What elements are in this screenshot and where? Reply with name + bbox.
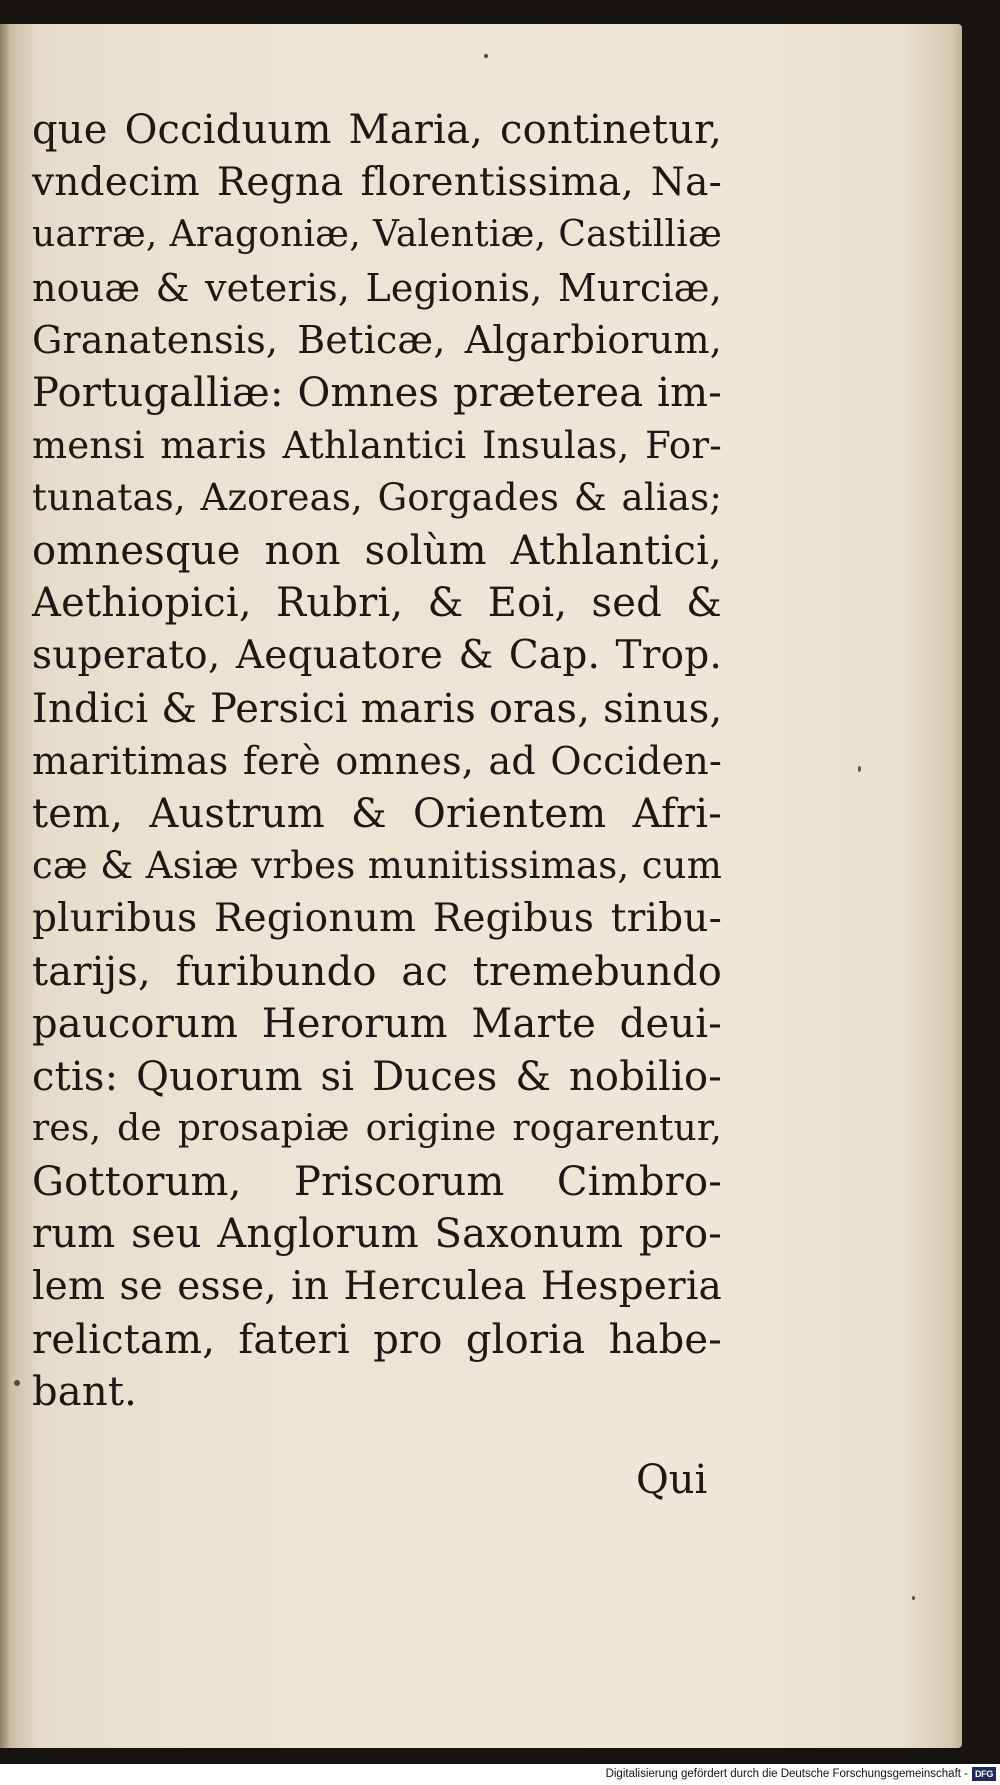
- text-line: omnesque non solùm Athlantici,: [32, 527, 722, 574]
- text-line: tarijs, furibundo ac tremebundo: [32, 948, 722, 995]
- book-page: [0, 24, 962, 1748]
- text-line: cæ & Asiæ vrbes munitissimas, cum: [32, 844, 722, 888]
- text-line: pluribus Regionum Regibus tribu-: [32, 895, 722, 941]
- text-line: uarræ, Aragoniæ, Valentiæ, Castilliæ: [32, 214, 722, 256]
- text-line: Indici & Persici maris oras, sinus,: [32, 685, 723, 732]
- body-text: [32, 104, 722, 1419]
- text-line: nouæ & veteris, Legionis, Murciæ,: [32, 265, 722, 310]
- ink-speck: [912, 1596, 915, 1600]
- ink-speck: [14, 1380, 20, 1386]
- text-line: rum seu Anglorum Saxonum pro-: [32, 1211, 722, 1258]
- text-line: bant.: [32, 1369, 138, 1416]
- text-line: Aethiopici, Rubri, & Eoi, sed &: [32, 580, 722, 627]
- text-line: ctis: Quorum si Duces & nobilio-: [32, 1053, 722, 1100]
- text-line: que Occiduum Maria, continetur,: [32, 107, 722, 153]
- text-line: paucorum Herorum Marte deui-: [32, 1001, 722, 1048]
- text-line: lem se esse, in Herculea Hesperia: [32, 1264, 722, 1310]
- ink-speck: [858, 766, 861, 772]
- text-line: maritimas ferè omnes, ad Occiden-: [32, 739, 722, 784]
- catchword: Qui: [636, 1457, 708, 1503]
- digitization-credit: Digitalisierung gefördert durch die Deutsche Forschungsgemeinschaft -: [605, 1768, 968, 1780]
- text-line: Gottorum, Priscorum Cimbro-: [32, 1158, 722, 1205]
- text-line: vndecim Regna florentissima, Na-: [32, 159, 722, 205]
- text-line: res, de prosapiæ origine rogarentur,: [32, 1108, 722, 1150]
- text-line: relictam, fateri pro gloria habe-: [32, 1316, 722, 1363]
- text-line: Granatensis, Beticæ, Algarbiorum,: [32, 318, 722, 363]
- ink-speck: [484, 54, 488, 58]
- text-line: mensi maris Athlantici Insulas, For-: [32, 423, 722, 467]
- page-gutter-shadow: [0, 24, 10, 1748]
- text-line: Portugalliæ: Omnes præterea im-: [32, 369, 722, 416]
- dfg-logo: DFG: [972, 1767, 996, 1781]
- text-line: tunatas, Azoreas, Gorgades & alias;: [32, 476, 722, 520]
- text-line: superato, Aequatore & Cap. Trop.: [32, 632, 722, 678]
- text-line: tem, Austrum & Orientem Afri-: [32, 790, 722, 837]
